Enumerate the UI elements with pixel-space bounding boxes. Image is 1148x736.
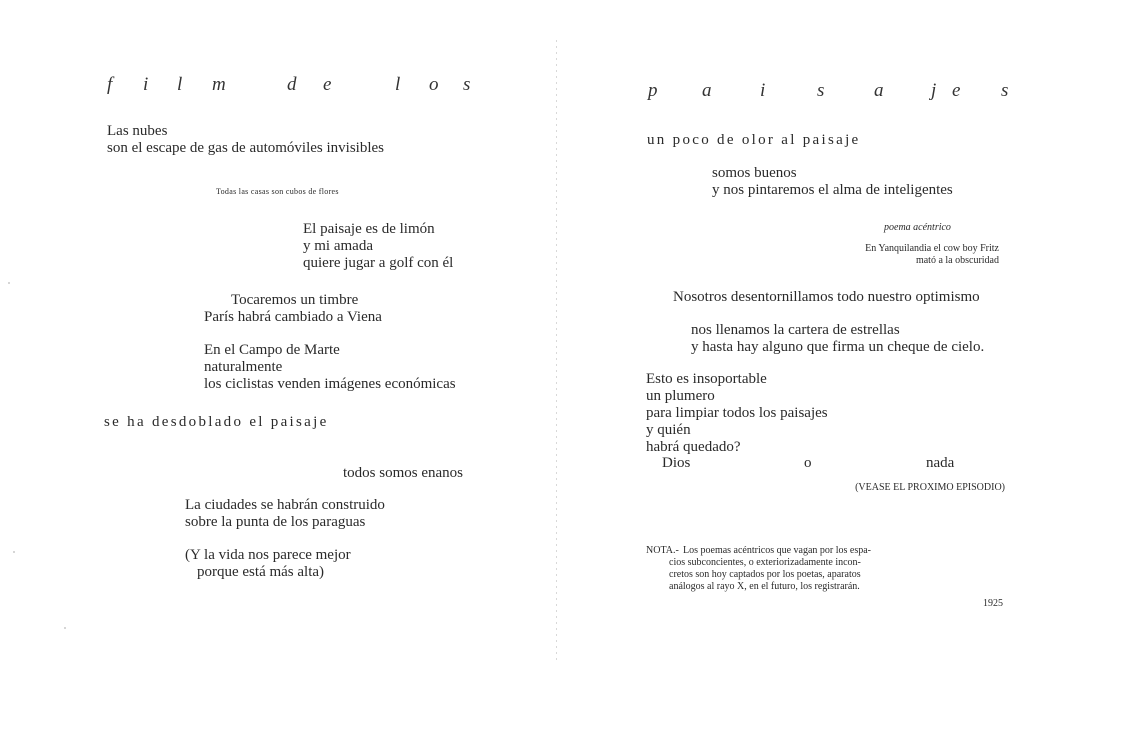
poem-line: somos buenos — [712, 165, 797, 181]
poem-line: naturalmente — [204, 359, 283, 375]
title-letter: l — [395, 74, 401, 95]
poem-line: todos somos enanos — [343, 465, 463, 481]
title-letter: d — [287, 74, 297, 95]
poem-line-small: mató a la obscuridad — [915, 255, 999, 266]
footnote-line: Los poemas acéntricos que vagan por los espa- — [683, 545, 871, 556]
title-letter: l — [177, 74, 183, 95]
poem-line: y quién — [646, 422, 691, 438]
footnote-line: análogos al rayo X, en el futuro, los registrarán. — [669, 581, 860, 592]
paper-speck — [13, 551, 15, 553]
poem-line: son el escape de gas de automóviles invisibles — [107, 140, 385, 156]
poem-line: sobre la punta de los paraguas — [185, 514, 366, 530]
footnote-label: NOTA.- — [646, 545, 679, 556]
title-letter: p — [648, 80, 658, 101]
title-letter: i — [760, 80, 766, 101]
title-letter: e — [323, 74, 332, 95]
episode-note: (VEASE EL PROXIMO EPISODIO) — [855, 482, 1005, 493]
poem-line: Nosotros desentornillamos todo nuestro optimismo — [673, 289, 980, 305]
poem-line: los ciclistas venden imágenes económicas — [204, 376, 456, 392]
paper-speck — [8, 282, 10, 284]
poem-line: porque está más alta) — [197, 564, 325, 580]
title-letter: i — [143, 74, 149, 95]
poem-word: Dios — [662, 455, 691, 471]
title-letter: s — [817, 80, 825, 101]
year: 1925 — [983, 598, 1003, 609]
title-letter: s — [463, 74, 471, 95]
poem-word: nada — [926, 455, 955, 471]
poem-line: París habrá cambiado a Viena — [204, 309, 382, 325]
poem-line-small: En Yanquilandia el cow boy Fritz — [865, 243, 999, 254]
right-title — [560, 80, 1148, 104]
poem-line: quiere jugar a golf con él — [303, 255, 454, 271]
title-letter: e — [952, 80, 961, 101]
footnote-line: cretos son hoy captados por los poetas, aparatos — [669, 569, 861, 580]
title-letter: s — [1001, 80, 1009, 101]
poem-line: El paisaje es de limón — [303, 221, 435, 237]
left-title — [0, 74, 560, 98]
poem-line: Esto es insoportable — [646, 371, 767, 387]
poem-word: o — [804, 455, 812, 471]
poem-line: para limpiar todos los paisajes — [646, 405, 828, 421]
poem-subtitle: poema acéntrico — [884, 222, 951, 233]
paper-speck — [64, 627, 66, 629]
title-letter: f — [107, 74, 113, 95]
poem-line: y hasta hay alguno que firma un cheque de cielo. — [691, 339, 985, 355]
poem-line: La ciudades se habrán construido — [185, 497, 385, 513]
title-letter: a — [702, 80, 712, 101]
poem-line: Las nubes — [107, 123, 168, 139]
poem-line: y mi amada — [303, 238, 373, 254]
title-letter: o — [429, 74, 439, 95]
poem-line: Tocaremos un timbre — [231, 292, 359, 308]
poem-line-spaced: se ha desdoblado el paisaje — [104, 414, 329, 430]
footnote-line: cios subconcientes, o exteriorizadamente incon- — [669, 557, 861, 568]
poem-line-small: Todas las casas son cubos de flores — [216, 187, 339, 196]
left-page — [0, 0, 560, 736]
poem-line: (Y la vida nos parece mejor — [185, 547, 351, 563]
title-letter: m — [212, 74, 226, 95]
book-gutter — [556, 40, 557, 660]
poem-line: y nos pintaremos el alma de inteligentes — [712, 182, 953, 198]
title-letter: j — [931, 80, 937, 101]
poem-line: En el Campo de Marte — [204, 342, 340, 358]
title-letter: a — [874, 80, 884, 101]
poem-line: nos llenamos la cartera de estrellas — [691, 322, 900, 338]
poem-line: un plumero — [646, 388, 715, 404]
poem-line: habrá quedado? — [646, 439, 741, 455]
right-page — [560, 0, 1148, 736]
poem-line-spaced: un poco de olor al paisaje — [647, 132, 861, 148]
